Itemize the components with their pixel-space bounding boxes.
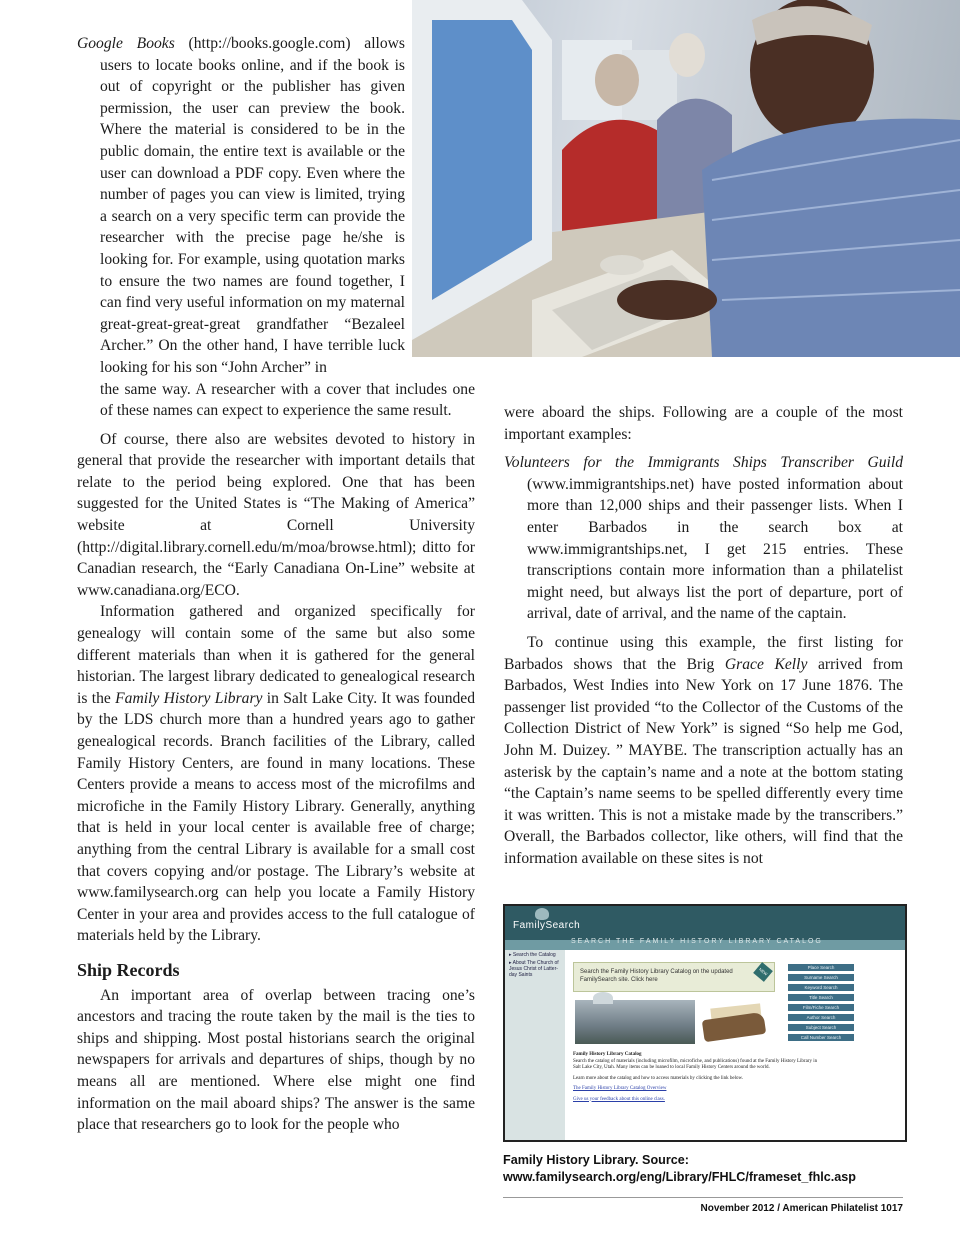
immigrant-ships-paragraph (504, 452, 903, 625)
fs-body-desc: Search the catalog of materials (including microfilm, microfiche, and publications) found at the Family History Library in Salt Lake City, Utah. Many items can be loaned to local Family History Centers around the world. (573, 1058, 818, 1070)
fs-btn-keyword[interactable]: Keyword Search (788, 984, 854, 991)
computer-lab-photo (412, 0, 960, 357)
fs-btn-author[interactable]: Author Search (788, 1014, 854, 1021)
google-books-text: (http://books.google.com) allows users to locate books online, and if the book is out of copyright or the publisher has given permission, the user can preview the book. Where the material is considered to be in the public domain, the entire text is available or the user can download a PDF copy. Even where the number of pages you can view is limited, trying a search on a very specific term can provide the researcher with the precise page he/she is looking for. For example, using quotation marks to ensure the two names are found together, I can find very useful information on my maternal great-great-great-great grandfather “Bezaleel Archer.” On the other hand, I have terrible luck looking for his son “John Archer” in (100, 35, 405, 376)
right-text-column (504, 402, 903, 869)
barbados-text-a: To continue using this example, the first listing for Barbados shows that the Brig (504, 633, 903, 673)
fs-body-title: Family History Library Catalog (573, 1052, 642, 1057)
fs-promo-text: Search the Family History Library Catalog on the updated FamilySearch site. Click here (580, 969, 733, 983)
immigrant-ships-text: (www.immigrantships.net) have posted information about more than 12,000 ships and their passenger lists. When I enter Barbados in the search box at www.immigrantships.net, I get 215 entries. These transcriptions contain more information than a philatelist might need, but always list the port of departure, port of arrival, date of arrival, and the name of the captain. (527, 475, 903, 623)
ship-records-paragraph: An important area of overlap between tracing one’s ancestors and tracing the route taken by the mail is the ties to ships and shipping. Most postal historians search the original newspapers for arrivals and departures of ships, though by no means all are mentioned. Where else might one find information on the mail aboard ships? The answer is the same place that researchers go to look for the people who (77, 986, 475, 1134)
photo-illustration (412, 0, 960, 357)
google-books-paragraph-tail: the same way. A researcher with a cover that includes one of these names can expect to experience the same result. (100, 380, 475, 420)
ship-records-heading: Ship Records (77, 959, 180, 980)
fs-logo: FamilySearch (513, 920, 581, 931)
google-books-paragraph (77, 33, 405, 379)
fs-btn-film[interactable]: Film/Fiche Search (788, 1004, 854, 1011)
left-text-column (77, 33, 475, 1136)
fs-btn-subject[interactable]: Subject Search (788, 1024, 854, 1031)
fs-body-learn: Learn more about the catalog and how to access materials by clicking the link below. (573, 1075, 744, 1081)
family-history-library-paragraph (77, 601, 475, 947)
fhl-text-a: Information gathered and organized specifically for genealogy will contain some of the same but also some different materials than when it is gathered for the general historian. The largest library dedicated to genealogical research is the (77, 603, 475, 707)
fs-body-text (573, 1052, 823, 1103)
immigrant-ships-title: Volunteers for the Immigrants Ships Transcriber Guild (504, 454, 903, 472)
fs-btn-surname[interactable]: Surname Search (788, 974, 854, 981)
ship-name: Grace Kelly (724, 655, 808, 673)
familysearch-screenshot (503, 904, 907, 1142)
fs-btn-title[interactable]: Title Search (788, 994, 854, 1001)
history-websites-paragraph: Of course, there also are websites devoted to history in general that provide the researcher with important details that relate to the period being explored. One that has been suggested for the United States is “The Making of America” website at Cornell University (http://digital.library.cornell.edu/m/moa/browse.html); ditto for Canadian research, the “Early Canadiana On-Line” website at www.canadiana.org/ECO. (77, 430, 475, 599)
fs-btn-callnumber[interactable]: Call Number Search (788, 1034, 854, 1041)
barbados-paragraph (504, 632, 903, 870)
tree-logo-icon (535, 908, 549, 920)
barbados-text-b: arrived from Barbados, West Indies into New York on 17 June 1876. The passenger list provided “to the Collector of the Customs of the Collection District of New York” is signed “So help me God, John M. Duizey. ” MAYBE. The transcription actually has an asterisk by the captain’s name and a note at the bottom stating “the Captain’s name seems to be spelled differently every time it was written. This is not a mistake made by the transcribers.” Overall, the Barbados collector, like others, will find that the information available on these sites is not (504, 655, 903, 867)
fs-promo-box[interactable] (573, 962, 775, 992)
google-books-title: Google Books (77, 35, 175, 52)
page-footer: November 2012 / American Philatelist 1017 (700, 1203, 903, 1214)
fs-side-about[interactable]: ▸ About The Church of Jesus Christ of Latter-day Saints (509, 960, 559, 978)
fs-side-search[interactable]: ▸ Search the Catalog (509, 952, 556, 958)
fs-new-badge: NEW (753, 962, 773, 982)
library-building-image (575, 1000, 695, 1044)
fs-btn-place[interactable]: Place Search (788, 964, 854, 971)
footer-rule (503, 1197, 903, 1198)
ships-intro-paragraph: were aboard the ships. Following are a couple of the most important examples: (504, 404, 903, 443)
fs-overview-link[interactable]: The Family History Library Catalog Overview (573, 1086, 667, 1091)
fhl-italic: Family History Library (115, 689, 263, 707)
fs-feedback-link[interactable]: Give us your feedback about this online class. (573, 1096, 665, 1102)
fs-sidebar (505, 950, 565, 1140)
figure-caption: Family History Library. Source: www.familysearch.org/eng/Library/FHLC/frameset_fhlc.asp (503, 1153, 856, 1184)
fs-catalog-bar: SEARCH THE FAMILY HISTORY LIBRARY CATALOG (571, 938, 823, 945)
fhl-text-b: in Salt Lake City. It was founded by the LDS church more than a hundred years ago to gather genealogical records. Branch facilities of the Library, called Family History Centers, are found in many locations. These Centers provide a means to access most of the microfilms and microfiche in the Family History Library. Generally, anything that is held in your local center is available free of charge; anything from the central Library is available for a small cost that covers copying and/or postage. The Library’s website at www.familysearch.org can help you locate a Family History Center in your area and provides access to the full catalogue of materials held by the Library. (77, 689, 476, 945)
